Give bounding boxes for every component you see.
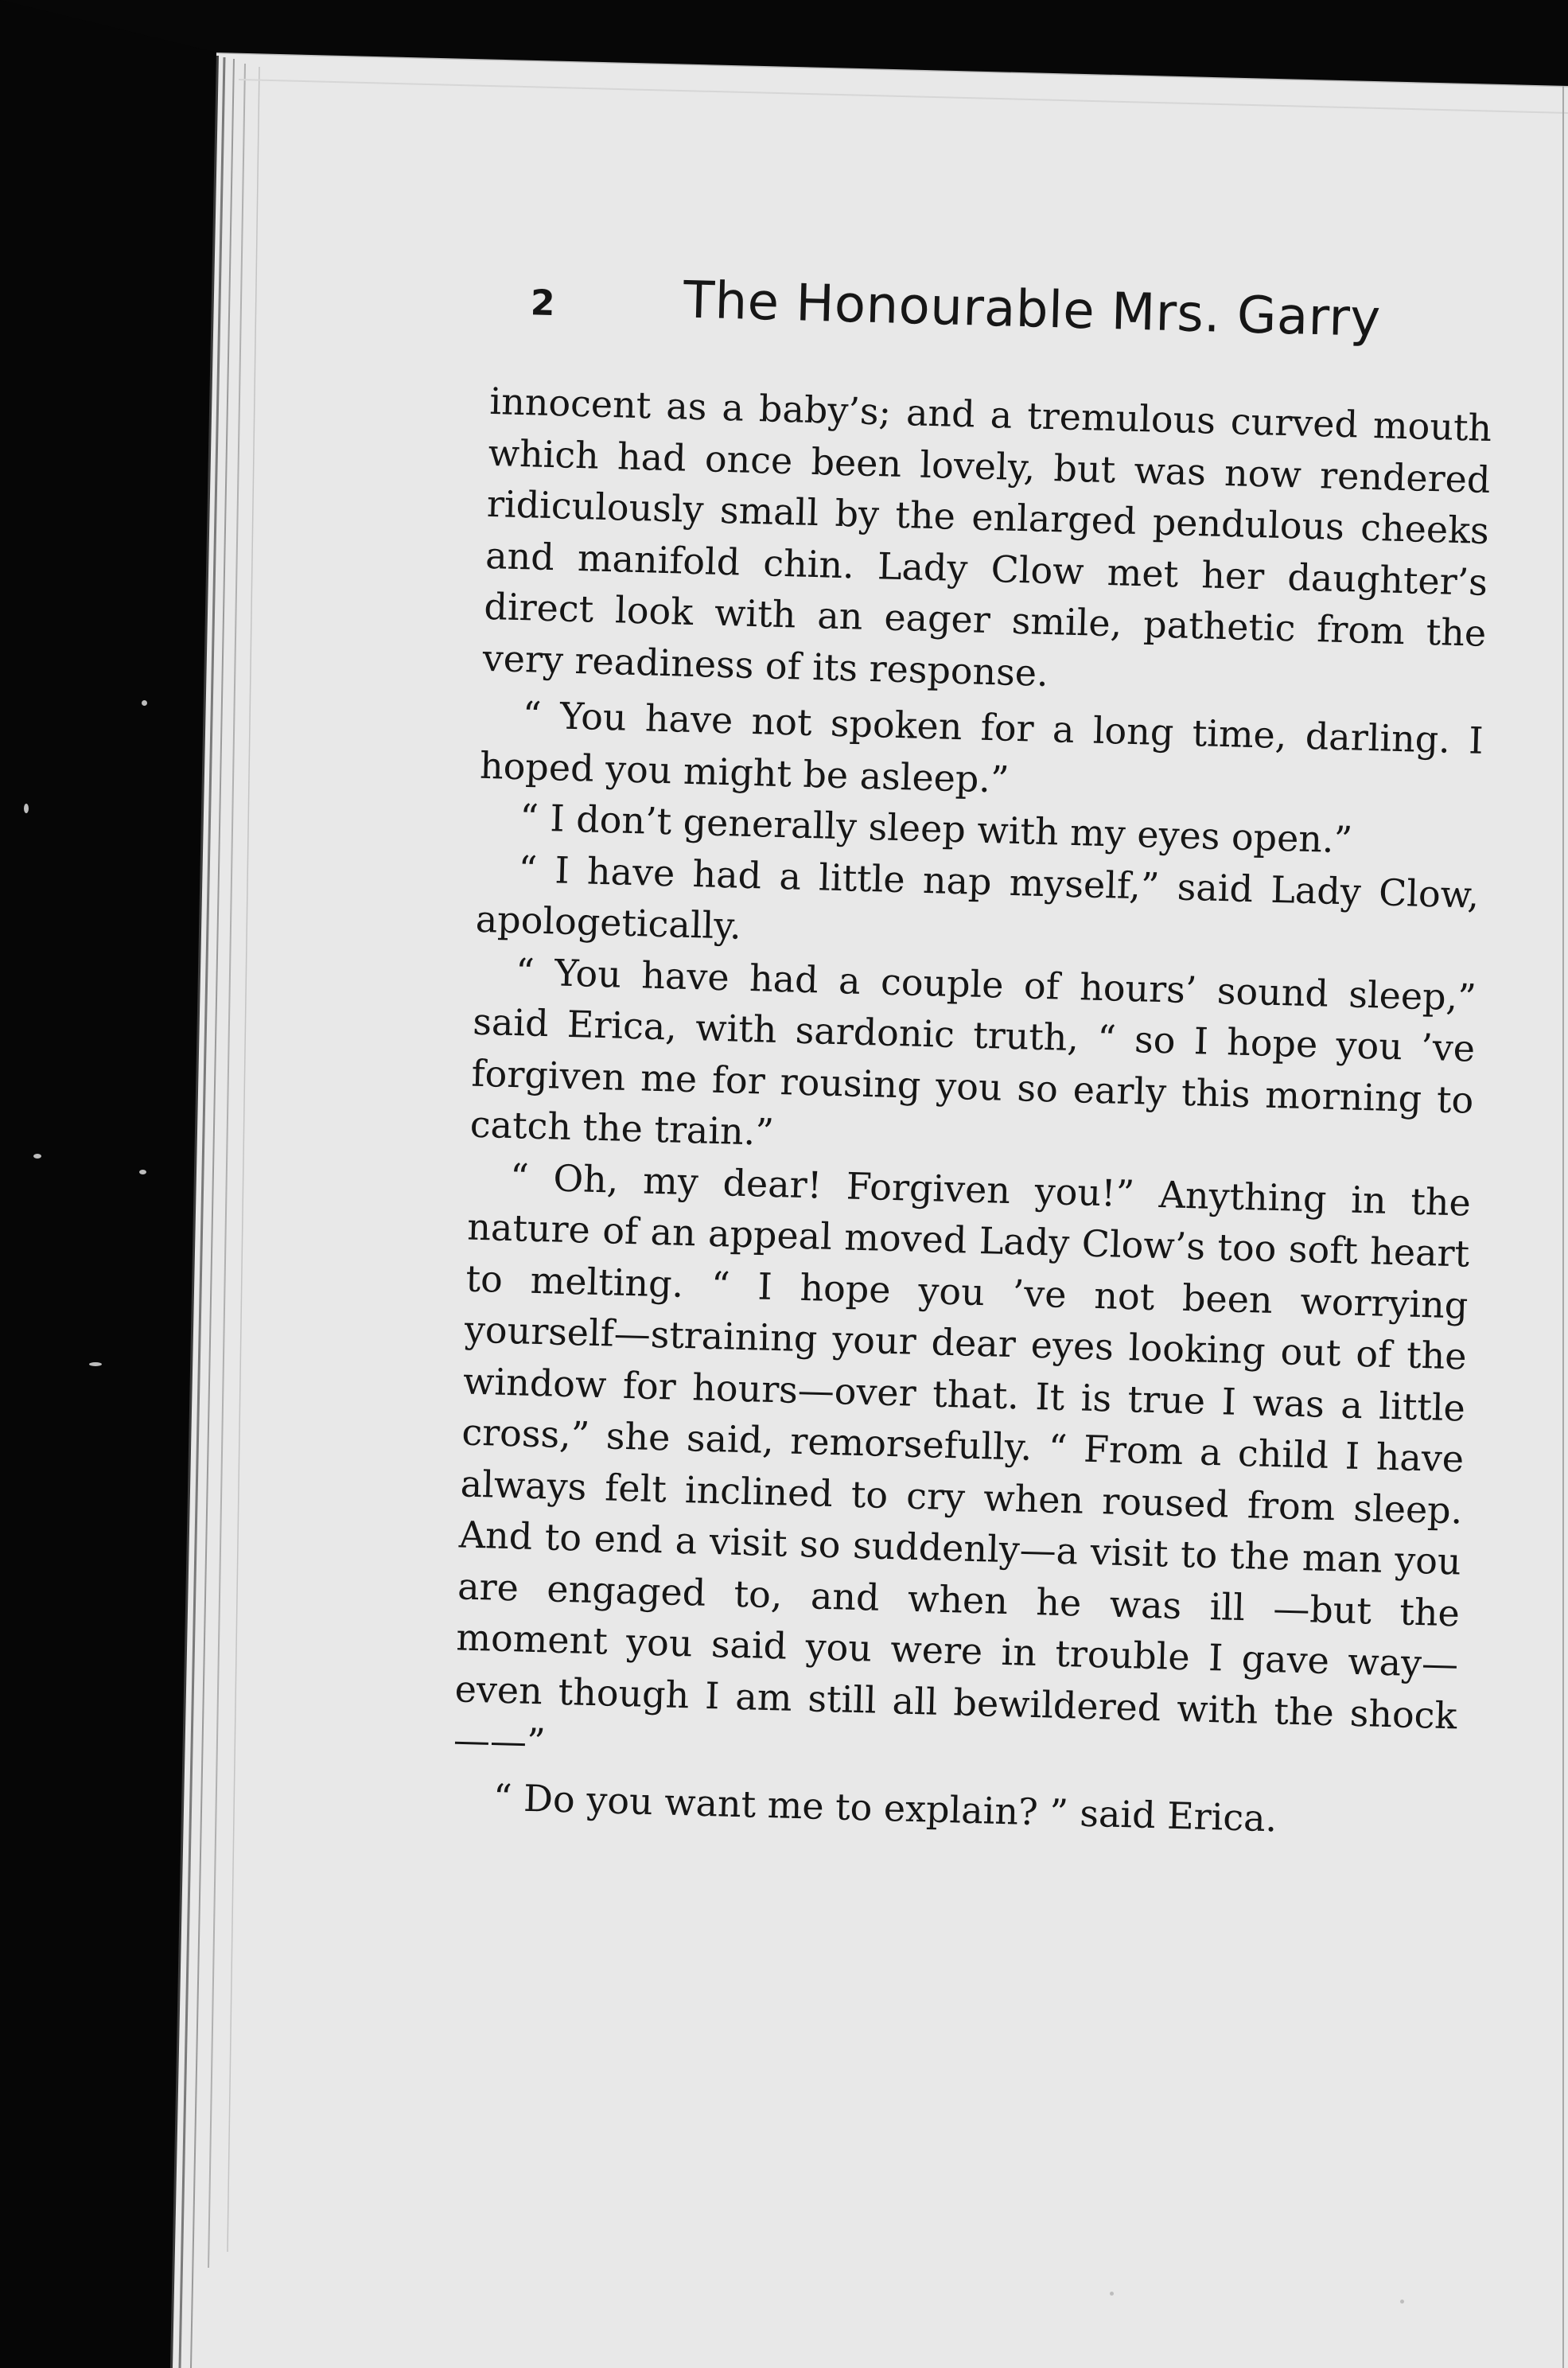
paragraph: “ Oh, my dear! Forgiven you!” Anything in the nature of an appeal moved Lady Clow’s too soft heart to melting. “ I hope you ’ve not been worrying yourself—straining your dear eyes looking out of the window for hours—over that. It is true I was a little cross,” she said, remorsefully. “ From a child I have always felt inclined to cry when roused from sleep. And to end a visit so suddenly—a visit to the man you are engaged to, and when he was ill —but the moment you said you were in trouble I gave way—even though I am still all bewildered with the shock——” [453, 1155, 1472, 1764]
scan-speck [33, 1154, 41, 1159]
running-header [491, 271, 1496, 393]
paragraph: “ You have had a couple of hours’ sound sleep,” said Erica, with sardonic truth, “ so I hope you ’ve forgiven me for rousing you so early this morning to catch the train.” [469, 949, 1477, 1154]
scan-speck [142, 700, 147, 706]
scan-speck [139, 1170, 146, 1174]
body-text [451, 376, 1492, 1848]
page-content [451, 271, 1495, 1848]
scan-speck [89, 1362, 102, 1366]
page-number: 2 [530, 282, 556, 325]
scan-speck [1400, 2300, 1404, 2304]
paragraph: “ You have not spoken for a long time, darling. I hoped you might be asleep.” [479, 693, 1484, 801]
scan-speck [1110, 2292, 1114, 2296]
running-title: The Honourable Mrs. Garry [683, 271, 1382, 349]
paragraph: “ I don’t generally sleep with my eyes open.” [519, 796, 1353, 862]
paragraph: “ I have had a little nap myself,” said Lady Clow, apologetically. [475, 847, 1480, 948]
paragraph: innocent as a baby’s; and a tremulous curved mouth which had once been lovely, but was now rendered ridiculously small by the enlarged pendulous cheeks and manifold chin. Lady Clow met her daughter’s direct look with an eager smile, pathetic from the very readiness of its response. [482, 379, 1492, 695]
scan-speck [24, 804, 29, 813]
paragraph: “ Do you want me to explain? ” said Erica. [492, 1775, 1278, 1840]
